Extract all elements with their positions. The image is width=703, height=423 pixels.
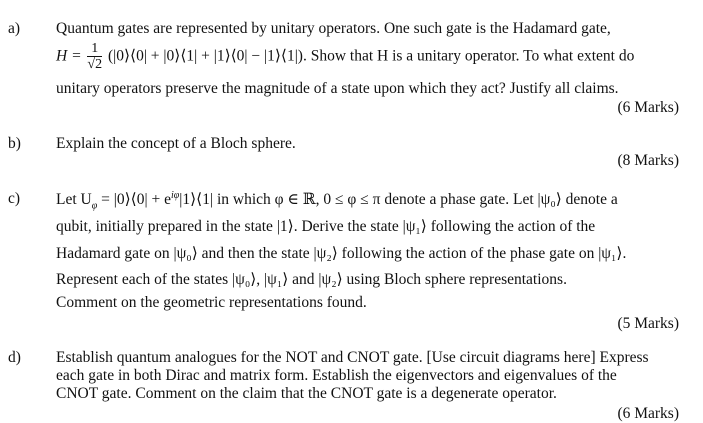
fraction (87, 42, 102, 72)
question-text-line: Represent each of the states |ψ₀⟩, |ψ₁⟩ and |ψ₂⟩ using Bloch sphere representations. (56, 271, 567, 288)
question-label: d) (8, 349, 21, 366)
question-label: b) (8, 135, 21, 152)
question-text-line: Comment on the geometric representations found. (56, 294, 367, 311)
marks-label: (6 Marks) (617, 99, 679, 116)
formula-rest: (|0⟩⟨0| + |0⟩⟨1| + |1⟩⟨0| − |1⟩⟨1|). Show that H is a unitary operator. To what extent do (107, 47, 635, 65)
question-text-line: CNOT gate. Comment on the claim that the CNOT gate is a degenerate operator. (56, 385, 557, 402)
question-text-line: Explain the concept of a Bloch sphere. (56, 135, 296, 152)
question-text-line: Establish quantum analogues for the NOT and CNOT gate. [Use circuit diagrams here] Express (56, 349, 649, 366)
formula-lhs: H = (56, 47, 82, 65)
question-text-line: unitary operators preserve the magnitude of a state upon which they act? Justify all claims. (56, 80, 619, 97)
question-text-line: qubit, initially prepared in the state |1⟩. Derive the state |ψ₁⟩ following the action of the (56, 218, 596, 235)
marks-label: (5 Marks) (617, 315, 679, 332)
marks-label: (8 Marks) (617, 152, 679, 169)
question-text-line: Quantum gates are represented by unitary operators. One such gate is the Hadamard gate, (56, 20, 611, 37)
question-text-line: Hadamard gate on |ψ₀⟩ and then the state |ψ₂⟩ following the action of the phase gate on |ψ₁⟩. (56, 245, 627, 262)
question-label: c) (8, 190, 21, 207)
marks-label: (6 Marks) (617, 405, 679, 422)
question-text-line: each gate in both Dirac and matrix form. Establish the eigenvectors and eigenvalues of the (56, 367, 617, 384)
hadamard-formula-line (56, 42, 634, 72)
fraction-denominator: √2 (87, 57, 103, 72)
phase-gate-line: Let $U_\varphi$ = |0⟩⟨0| + $e^{i\varphi}|1⟩⟨1|$ in which φ ∈ ℝ, 0 ≤ φ ≤ π denote a phase gate. Let |ψ₀⟩ denote a (56, 190, 618, 212)
question-label: a) (8, 20, 21, 37)
fraction-numerator: 1 (87, 42, 102, 57)
